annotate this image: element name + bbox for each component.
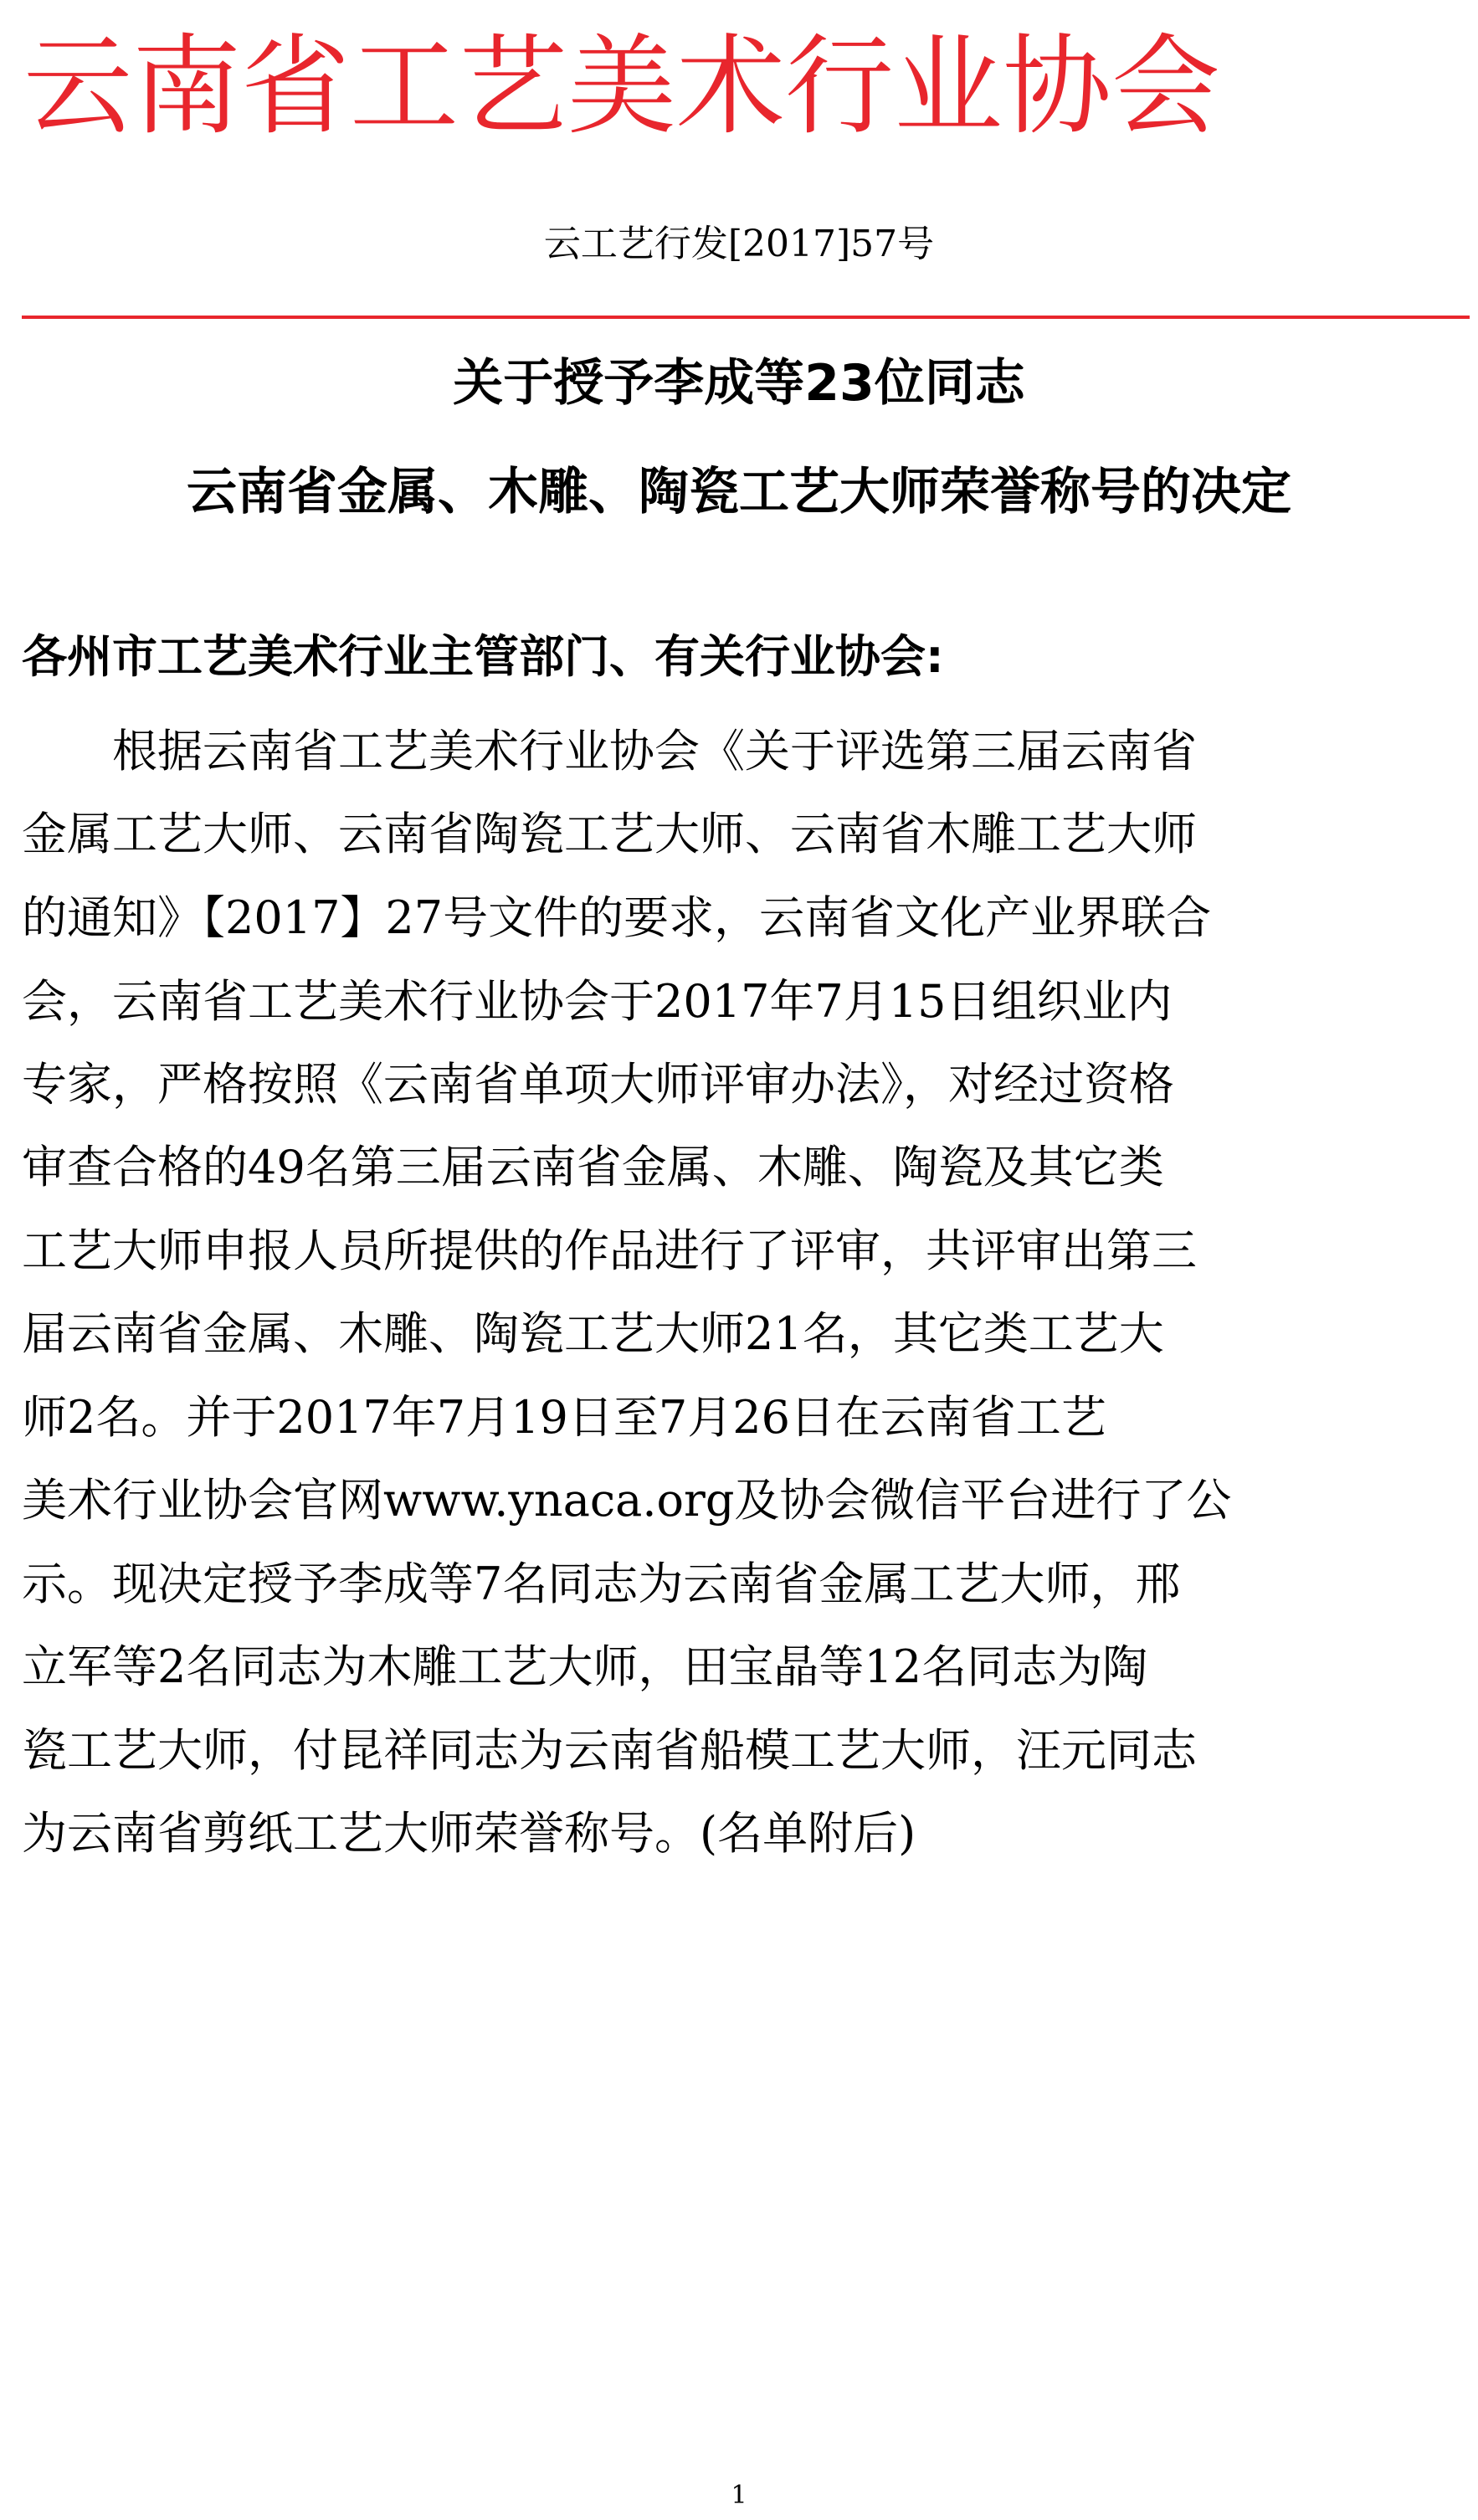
document-title-line-1: 关于授予李成等23位同志	[453, 354, 1025, 413]
body-line: 美术行业协会官网www.ynaca.org及协会微信平台进行了公	[22, 1474, 1232, 1527]
body-line: 为云南省剪纸工艺大师荣誉称号。(名单附后)	[22, 1807, 916, 1860]
organization-masthead: 云南省工艺美术行业协会	[23, 23, 1221, 150]
body-line: 专家，严格按照《云南省单项大师评审办法》，对经过资格	[22, 1058, 1174, 1111]
page-number: 1	[731, 2481, 747, 2510]
body-line: 届云南省金属、木雕、陶瓷工艺大师21名，其它类工艺大	[22, 1307, 1164, 1360]
body-line: 立军等2名同志为木雕工艺大师，田宝晶等12名同志为陶	[22, 1640, 1148, 1693]
body-line: 示。现决定授予李成等7名同志为云南省金属工艺大师，邢	[22, 1558, 1181, 1610]
body-line: 金属工艺大师、云南省陶瓷工艺大师、云南省木雕工艺大师	[22, 808, 1197, 860]
header-divider	[22, 316, 1470, 319]
body-line: 根据云南省工艺美术行业协会《关于评选第三届云南省	[22, 725, 1197, 778]
body-line: 会，云南省工艺美术行业协会于2017年7月15日组织业内	[22, 975, 1173, 1028]
body-line: 的通知》【2017】27号文件的要求，云南省文化产业界联合	[22, 891, 1212, 944]
salutation: 各州市工艺美术行业主管部门、有关行业协会:	[22, 630, 944, 683]
body-line: 师2名。并于2017年7月19日至7月26日在云南省工艺	[22, 1391, 1106, 1444]
document-number: 云工艺行发[2017]57号	[543, 223, 935, 265]
body-line: 审查合格的49名第三届云南省金属、木雕、陶瓷及其它类	[22, 1141, 1164, 1193]
body-line: 瓷工艺大师，付昆祥同志为云南省船模工艺大师，汪元同志	[22, 1724, 1197, 1777]
body-line: 工艺大师申报人员所提供的作品进行了评审，共评审出第三	[22, 1224, 1197, 1277]
document-title-line-2: 云南省金属、木雕、陶瓷工艺大师荣誉称号的决定	[187, 463, 1291, 521]
